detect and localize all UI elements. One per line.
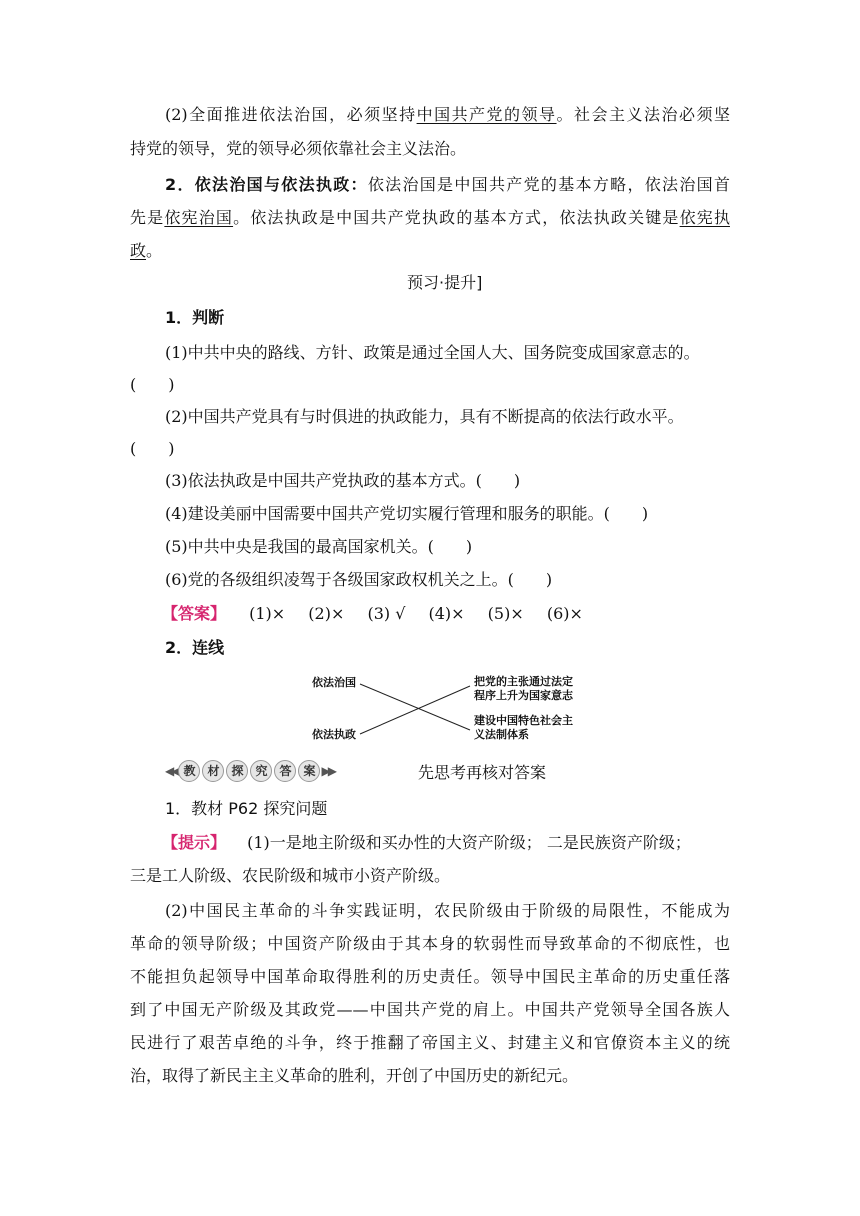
match-line-2 xyxy=(360,686,470,734)
right-item-1-line: 把党的主张通过法定 xyxy=(474,675,573,688)
hint-2-line-6: 治，取得了新民主主义革命的胜利，开创了中国历史的新纪元。 xyxy=(130,1066,579,1085)
judge-q1: (1)中共中央的路线、方针、政策是通过全国人大、国务院变成国家意志的。 xyxy=(165,343,700,362)
right-item-2 xyxy=(474,714,573,742)
right-item-1-line: 程序上升为国家意志 xyxy=(474,689,573,702)
hint-line-1 xyxy=(162,833,727,853)
answer-item: (5)× xyxy=(487,604,524,623)
underlined-term: 中国共产党的领导 xyxy=(416,105,557,124)
judge-q5: (5)中共中央是我国的最高国家机关。( ) xyxy=(165,537,473,556)
text: 依法治国是中国共产党的基本方略，依法治国首 xyxy=(367,175,730,194)
section-banner xyxy=(165,760,334,782)
judge-q2-bracket: ( ) xyxy=(130,439,175,458)
answer-row xyxy=(162,604,727,624)
hint-2-line-3: 不能担负起领导中国革命取得胜利的历史责任。领导中国民主革命的历史重任落 xyxy=(130,967,730,986)
banner-char: 答 xyxy=(274,760,296,782)
answer-item: (6)× xyxy=(546,604,583,623)
para-2-line-2: 持党的领导，党的领导必须依靠社会主义法治。 xyxy=(130,139,467,158)
answer-item: (3) √ xyxy=(367,604,406,623)
text: 。 xyxy=(146,241,163,260)
left-item-1: 依法治国 xyxy=(312,676,356,689)
text: 先是 xyxy=(130,208,165,227)
explore-heading-text: 1．教材 P62 探究问题 xyxy=(165,799,328,818)
text: 。依法执政是中国共产党执政的基本方式，依法执政关键是 xyxy=(233,208,680,227)
answer-item: (4)× xyxy=(428,604,465,623)
double-right-arrow-icon: ▶▶ xyxy=(321,764,334,778)
section-2-line-3 xyxy=(130,241,730,261)
judge-q4: (4)建设美丽中国需要中国共产党切实履行管理和服务的职能。( ) xyxy=(165,504,649,523)
matching-diagram xyxy=(300,672,630,746)
answer-label: 【答案】 xyxy=(162,604,227,623)
hint-2-line-5: 民进行了艰苦卓绝的斗争，终于推翻了帝国主义、封建主义和官僚资本主义的统 xyxy=(130,1033,730,1052)
connect-heading: 2．连线 xyxy=(165,638,225,657)
text: 。社会主义法治必须坚 xyxy=(556,105,730,124)
underlined-term: 依宪治国 xyxy=(164,208,234,227)
banner-char: 材 xyxy=(202,760,224,782)
right-item-1 xyxy=(474,675,573,703)
para-2-line-1 xyxy=(165,105,730,125)
hint-2-line-1: (2)中国民主革命的斗争实践证明，农民阶级由于阶级的局限性，不能成为 xyxy=(165,901,730,920)
section-2-heading: 2．依法治国与依法执政： xyxy=(165,175,368,194)
explore-heading xyxy=(165,799,730,819)
text: (1)一是地主阶级和买办性的大资产阶级； 二是民族资产阶级； xyxy=(247,833,691,852)
hint-2-line-2: 革命的领导阶级；中国资产阶级由于其本身的软弱性而导致革命的不彻底性，也 xyxy=(130,934,730,953)
answer-item: (2)× xyxy=(308,604,345,623)
judge-heading: 1．判断 xyxy=(165,308,225,327)
hint-2-line-4: 到了中国无产阶级及其政党——中国共产党的肩上。中国共产党领导全国各族人 xyxy=(130,1000,730,1019)
match-line-1 xyxy=(360,684,470,730)
judge-q6: (6)党的各级组织凌驾于各级国家政权机关之上。( ) xyxy=(165,570,553,589)
right-item-2-line: 义法制体系 xyxy=(474,728,529,741)
banner-char: 案 xyxy=(298,760,320,782)
left-item-2: 依法执政 xyxy=(312,728,356,741)
judge-q3: (3)依法执政是中国共产党执政的基本方式。( ) xyxy=(165,471,521,490)
banner-char: 究 xyxy=(250,760,272,782)
hint-line-2: 三是工人阶级、农民阶级和城市小资产阶级。 xyxy=(130,866,451,885)
section-2-line-1 xyxy=(165,175,730,195)
underlined-term: 依宪执 xyxy=(679,208,730,227)
banner-char: 探 xyxy=(226,760,248,782)
section-2-line-2 xyxy=(130,208,730,228)
double-left-arrow-icon: ◀◀ xyxy=(165,764,178,778)
banner-char: 教 xyxy=(178,760,200,782)
answer-item: (1)× xyxy=(249,604,286,623)
banner-right-text: 先思考再核对答案 xyxy=(418,763,547,782)
judge-q2: (2)中国共产党具有与时俱进的执政能力，具有不断提高的依法行政水平。 xyxy=(165,407,684,426)
hint-label: 【提示】 xyxy=(162,833,227,852)
judge-q1-bracket: ( ) xyxy=(130,375,175,394)
text: (2)全面推进依法治国，必须坚持 xyxy=(165,105,417,124)
underlined-term: 政 xyxy=(130,241,147,260)
preview-title: 预习·提升] xyxy=(407,273,483,292)
right-item-2-line: 建设中国特色社会主 xyxy=(474,714,573,727)
